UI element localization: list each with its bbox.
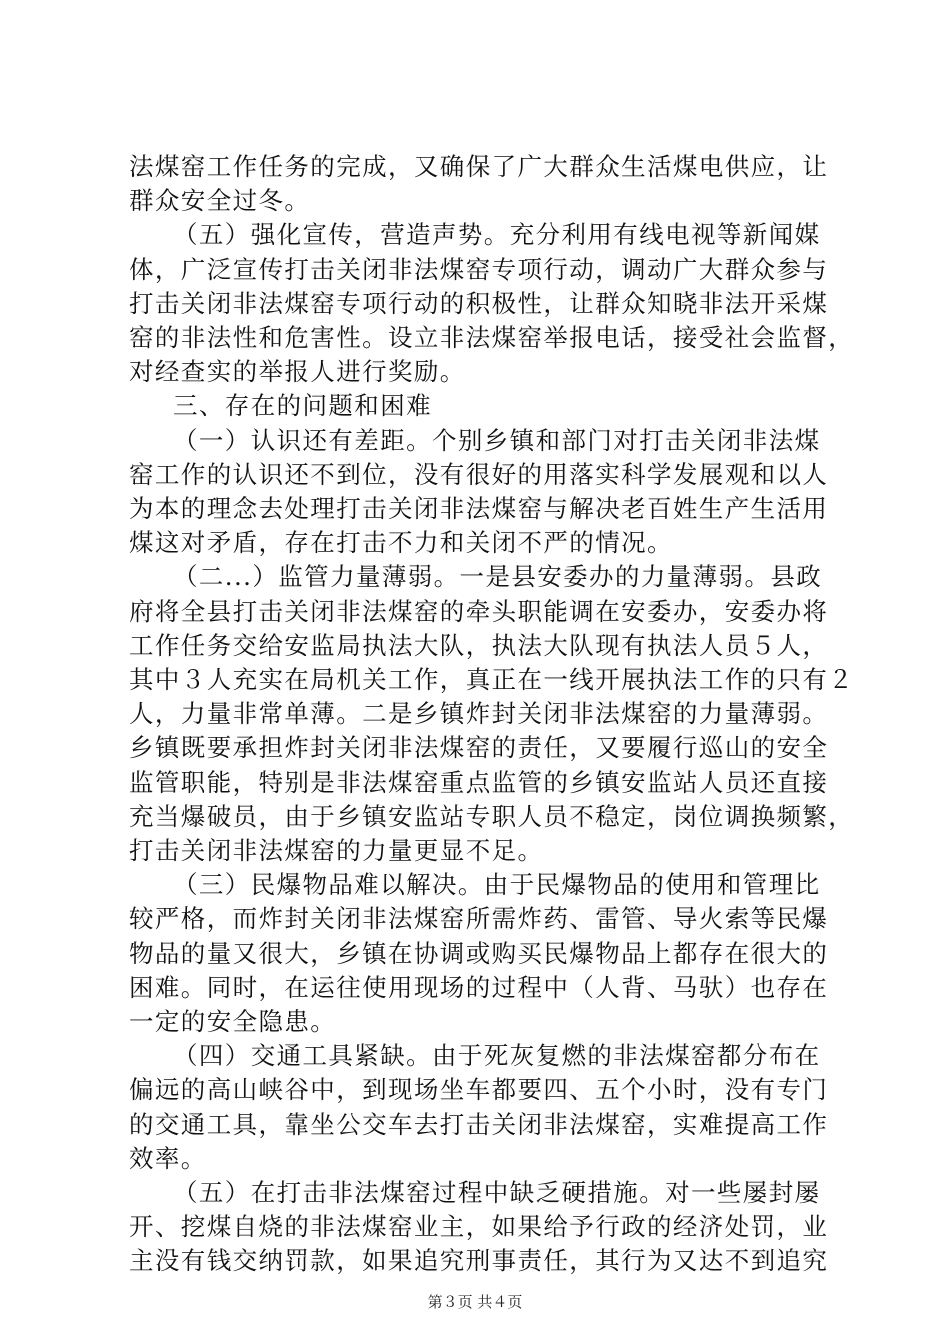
text-line: 人，力量非常单薄。二是乡镇炸封关闭非法煤窑的力量薄弱。 (129, 699, 829, 729)
text-line: 监管职能，特别是非法煤窑重点监管的乡镇安监站人员还直接 (129, 767, 829, 797)
text-line: 三、存在的问题和困难 (173, 391, 432, 421)
text-line: 偏远的高山峡谷中，到现场坐车都要四、五个小时，没有专门 (129, 1075, 829, 1105)
text-line: （四）交通工具紧缺。由于死灰复燃的非法煤窑都分布在 (173, 1041, 821, 1071)
text-line: 乡镇既要承担炸封关闭非法煤窑的责任，又要履行巡山的安全 (129, 733, 829, 763)
text-line: 较严格，而炸封关闭非法煤窑所需炸药、雷管、导火索等民爆 (129, 904, 829, 934)
text-line: 主没有钱交纳罚款，如果追究刑事责任，其行为又达不到追究 (129, 1246, 829, 1276)
text-line: 一定的安全隐患。 (129, 1007, 337, 1036)
text-line: 物品的量又很大，乡镇在协调或购买民爆物品上都存在很大的 (129, 938, 829, 968)
text-line: 效率。 (129, 1143, 207, 1173)
text-line: 府将全县打击关闭非法煤窑的牵头职能调在安委办，安委办将 (129, 596, 829, 626)
text-line: 窑的非法性和危害性。设立非法煤窑举报电话，接受社会监督， (129, 323, 855, 352)
text-line: 法煤窑工作任务的完成，又确保了广大群众生活煤电供应，让 (129, 152, 829, 181)
text-line: （五）在打击非法煤窑过程中缺乏硬措施。对一些屡封屡 (173, 1178, 821, 1207)
text-line: 开、挖煤自烧的非法煤窑业主，如果给予行政的经济处罚，业 (129, 1212, 829, 1242)
text-line: （二...）监管力量薄弱。一是县安委办的力量薄弱。县政 (173, 562, 823, 592)
text-line: （五）强化宣传，营造声势。充分利用有线电视等新闻媒 (173, 220, 821, 250)
text-line: 为本的理念去处理打击关闭非法煤窑与解决老百姓生产生活用 (129, 494, 829, 523)
text-line: 对经查实的举报人进行奖励。 (129, 357, 466, 387)
text-line: （三）民爆物品难以解决。由于民爆物品的使用和管理比 (173, 870, 821, 900)
text-line: （一）认识还有差距。个别乡镇和部门对打击关闭非法煤 (173, 425, 821, 455)
text-line: 充当爆破员，由于乡镇安监站专职人员不稳定，岗位调换频繁， (129, 801, 855, 831)
text-line: 窑工作的认识还不到位，没有很好的用落实科学发展观和以人 (129, 459, 829, 489)
text-line: 的交通工具，靠坐公交车去打击关闭非法煤窑，实难提高工作 (129, 1109, 829, 1139)
text-line: 困难。同时，在运往使用现场的过程中（人背、马驮）也存在 (129, 972, 829, 1002)
text-line: 群众安全过冬。 (129, 186, 311, 216)
text-line: 打击关闭非法煤窑专项行动的积极性，让群众知晓非法开采煤 (129, 288, 829, 318)
text-line: 体，广泛宣传打击关闭非法煤窑专项行动，调动广大群众参与 (129, 254, 829, 284)
text-line: 其中３人充实在局机关工作，真正在一线开展执法工作的只有２ (129, 665, 855, 694)
text-line: 工作任务交给安监局执法大队，执法大队现有执法人员５人， (129, 630, 829, 660)
page-number-footer: 第３页 共４页 (427, 1293, 523, 1311)
text-line: 打击关闭非法煤窑的力量更显不足。 (129, 836, 544, 865)
text-line: 煤这对矛盾，存在打击不力和关闭不严的情况。 (129, 528, 673, 558)
